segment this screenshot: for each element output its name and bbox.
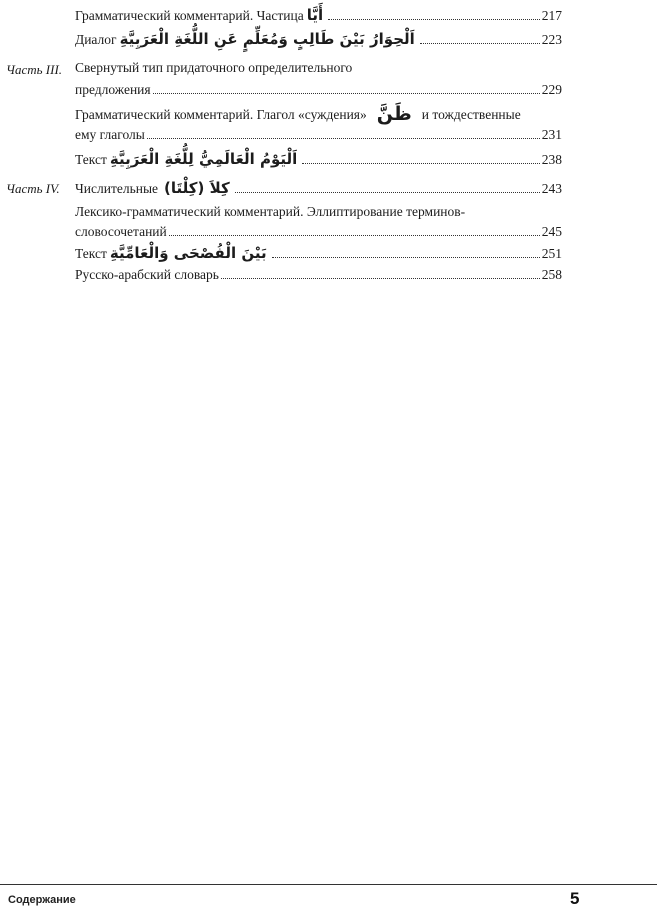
dot-leader xyxy=(328,19,540,20)
part-label: Часть IV. xyxy=(6,181,60,196)
toc-entry-title: Числительные xyxy=(75,181,159,196)
toc-entry-page: 245 xyxy=(541,224,562,239)
part-label: Часть III. xyxy=(6,62,63,77)
toc-entry-title: Текст xyxy=(75,152,107,167)
dot-leader xyxy=(420,43,540,44)
toc-entry-page: 217 xyxy=(541,8,562,23)
dot-leader xyxy=(221,278,540,279)
dot-leader xyxy=(235,192,540,193)
toc-entry[interactable] xyxy=(75,146,562,168)
toc-entry-title: Грамматический комментарий. Глагол «суждения» xyxy=(75,107,367,122)
toc-entry-title-continued: словосочетаний xyxy=(75,224,167,239)
toc-entry[interactable] xyxy=(75,175,562,197)
dot-leader xyxy=(302,163,539,164)
toc-entry[interactable] xyxy=(75,202,562,240)
toc-entry-page: 251 xyxy=(541,246,562,261)
footer-section-title: Содержание xyxy=(8,894,76,906)
toc-entry-arabic: ظَنَّ xyxy=(376,103,412,125)
toc-entry-page: 229 xyxy=(541,82,562,97)
toc-entry[interactable] xyxy=(75,2,562,24)
toc-entry-arabic: اَلْحِوَارُ بَيْنَ طَالِبٍ وَمُعَلِّمٍ عَنِ اللُّغَةِ الْعَرَبِيَّةِ xyxy=(119,30,415,48)
toc-entry[interactable] xyxy=(75,240,562,262)
toc-entry-arabic: اَلْيَوْمُ الْعَالَمِيُّ لِلُّغَةِ الْعَرَبِيَّةِ xyxy=(109,150,298,168)
toc-entry-title: Русско-арабский словарь xyxy=(75,267,219,282)
toc-entry-page: 231 xyxy=(541,127,562,142)
dot-leader xyxy=(147,138,540,139)
toc-entry-title: Текст xyxy=(75,246,107,261)
toc-entry-title-continued: ему глаголы xyxy=(75,127,145,142)
toc-entry-title: Грамматический комментарий. Частица xyxy=(75,8,304,23)
toc-entry[interactable] xyxy=(75,26,562,48)
toc-entry-page: 238 xyxy=(541,152,562,167)
toc-entry[interactable] xyxy=(75,58,562,98)
toc-entry-title: Лексико-грамматический комментарий. Эллиптирование терминов- xyxy=(75,204,466,219)
toc-entry[interactable] xyxy=(75,265,562,283)
dot-leader xyxy=(169,235,540,236)
toc-entry-title-after: и тождественные xyxy=(421,107,521,122)
toc-entry-arabic: أَيَّا xyxy=(306,6,324,24)
toc-entry-page: 258 xyxy=(541,267,562,282)
toc-entry-title: Диалог xyxy=(75,32,117,47)
dot-leader xyxy=(272,257,540,258)
toc-entry-title-continued: предложения xyxy=(75,82,151,97)
dot-leader xyxy=(153,93,540,94)
toc-entry-arabic: كِلاَ (كِلْتَا) xyxy=(164,179,230,197)
toc-entry-page: 223 xyxy=(541,32,562,47)
footer-divider xyxy=(0,884,657,885)
toc-entry[interactable] xyxy=(75,101,562,143)
toc-entry-arabic: بَيْنَ الْفُصْحَى وَالْعَامِّيَّةِ xyxy=(109,244,267,262)
toc-entry-title: Свернутый тип придаточного определительного xyxy=(75,60,353,75)
footer-page-number: 5 xyxy=(570,889,580,908)
toc-entry-page: 243 xyxy=(541,181,562,196)
